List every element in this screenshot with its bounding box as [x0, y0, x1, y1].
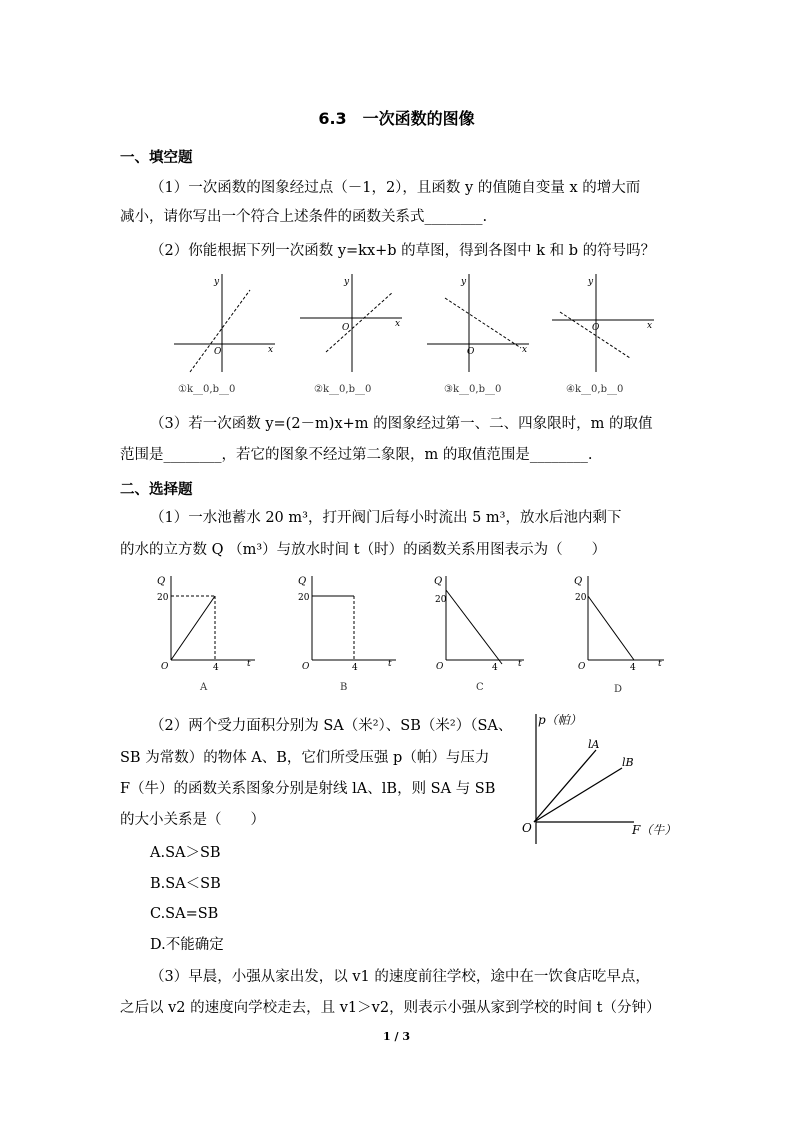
svg-text:x: x — [395, 319, 401, 329]
q-t-graph-c-yaxis: Q — [434, 576, 443, 587]
q-t-graph-b — [296, 572, 401, 672]
page-title: 6.3 一次函数的图像 — [318, 109, 475, 128]
kb-graph-1 — [170, 272, 280, 382]
s2-q2-line1: （2）两个受力面积分别为 SA（米²）、SB（米²）（SA、 — [150, 718, 513, 734]
q-t-graph-d-xtick: 4 — [630, 663, 636, 673]
q-t-graph-d-xaxis: t — [658, 659, 662, 669]
q-t-graph-b-xtick: 4 — [352, 663, 358, 673]
q-t-graph-a-letter: A — [200, 682, 208, 693]
s1-q1-line1: （1）一次函数的图象经过点（－1，2），且函数 y 的值随自变量 x 的增大而 — [150, 180, 641, 196]
q-t-graph-c-letter: C — [476, 682, 484, 693]
s2-q1-line2: 的水的立方数 Q （m³）与放水时间 t（时）的函数关系用图表示为（ ） — [120, 542, 607, 558]
q-t-graph-b-letter: B — [340, 682, 348, 693]
svg-text:x: x — [647, 321, 653, 331]
s1-q3-line1: （3）若一次函数 y=(2－m)x+m 的图象经过第一、二、四象限时，m 的取值 — [150, 416, 653, 432]
q-t-graph-a-ytick: 20 — [157, 593, 169, 603]
s2-q2-line2: SB 为常数）的物体 A、B，它们所受压强 p（帕）与压力 — [120, 750, 490, 766]
option-a: A.SA＞SB — [150, 845, 221, 861]
force-axis-label: F（牛） — [632, 823, 677, 837]
q-t-graph-c-origin: O — [436, 662, 444, 672]
q-t-graph-a-origin: O — [161, 662, 169, 672]
svg-text:O: O — [467, 347, 475, 357]
s1-q2-line1: （2）你能根据下列一次函数 y=kx+b 的草图，得到各图中 k 和 b 的符号吗？ — [150, 243, 656, 259]
q-t-graph-c-xtick: 4 — [492, 663, 498, 673]
q-t-graph-d-origin: O — [578, 662, 586, 672]
q-t-graph-d-ytick: 20 — [575, 593, 587, 603]
page-number: 1 / 3 — [383, 1030, 410, 1043]
q-t-graph-c — [432, 572, 537, 672]
q-t-graph-b-ytick: 20 — [298, 593, 310, 603]
q-t-graph-b-origin: O — [302, 662, 310, 672]
svg-text:O: O — [592, 323, 600, 333]
svg-text:x: x — [268, 345, 274, 355]
q-t-graph-c-ytick: 20 — [435, 595, 447, 605]
q-t-graph-a-xaxis: t — [247, 659, 251, 669]
pressure-axis-label: p（帕） — [538, 713, 582, 727]
svg-text:O: O — [342, 323, 350, 333]
svg-text:x: x — [522, 345, 528, 355]
q-t-graph-b-yaxis: Q — [298, 576, 307, 587]
s2-q2-line3: F（牛）的函数关系图象分别是射线 lA、lB，则 SA 与 SB — [120, 781, 496, 797]
s2-q3-line2: 之后以 v2 的速度向学校走去，且 v1＞v2，则表示小强从家到学校的时间 t（分钟） — [120, 1000, 661, 1016]
svg-text:y: y — [588, 277, 594, 287]
s2-q1-line1: （1）一水池蓄水 20 m³，打开阀门后每小时流出 5 m³，放水后池内剩下 — [150, 510, 622, 526]
ray-b-label: lB — [622, 756, 634, 769]
option-d: D.不能确定 — [150, 937, 224, 953]
ray-a-label: lA — [588, 738, 600, 751]
svg-text:y: y — [214, 277, 220, 287]
q-t-graph-c-xaxis: t — [518, 659, 522, 669]
q-t-graph-a — [155, 572, 260, 672]
q-t-graph-d — [570, 572, 675, 672]
s2-q2-line4: 的大小关系是（ ） — [120, 812, 265, 828]
kb-graph-4 — [550, 272, 660, 382]
kb-graph-3-label: ③k__0,b__0 — [444, 384, 502, 395]
q-t-graph-a-yaxis: Q — [157, 576, 166, 587]
section1-heading: 一、填空题 — [120, 150, 193, 166]
svg-text:y: y — [461, 277, 467, 287]
kb-graph-2 — [298, 272, 408, 382]
kb-graph-3 — [425, 272, 535, 382]
s1-q1-line2: 减小，请你写出一个符合上述条件的函数关系式________. — [120, 209, 488, 225]
kb-graph-4-label: ④k__0,b__0 — [566, 384, 624, 395]
s2-q3-line1: （3）早晨，小强从家出发，以 v1 的速度前往学校，途中在一饮食店吃早点， — [150, 969, 650, 985]
graph-origin: O — [522, 821, 532, 835]
svg-text:O: O — [214, 347, 222, 357]
q-t-graph-d-letter: D — [614, 684, 623, 695]
option-c: C.SA=SB — [150, 906, 219, 922]
svg-text:y: y — [344, 277, 350, 287]
option-b: B.SA＜SB — [150, 876, 221, 892]
pressure-force-graph — [510, 708, 680, 848]
kb-graph-2-label: ②k__0,b__0 — [314, 384, 372, 395]
s1-q3-line2: 范围是________，若它的图象不经过第二象限，m 的取值范围是________. — [120, 447, 593, 463]
q-t-graph-a-xtick: 4 — [213, 663, 219, 673]
kb-graph-1-label: ①k__0,b__0 — [178, 384, 236, 395]
section2-heading: 二、选择题 — [120, 482, 193, 498]
q-t-graph-b-xaxis: t — [388, 659, 392, 669]
q-t-graph-d-yaxis: Q — [574, 576, 583, 587]
